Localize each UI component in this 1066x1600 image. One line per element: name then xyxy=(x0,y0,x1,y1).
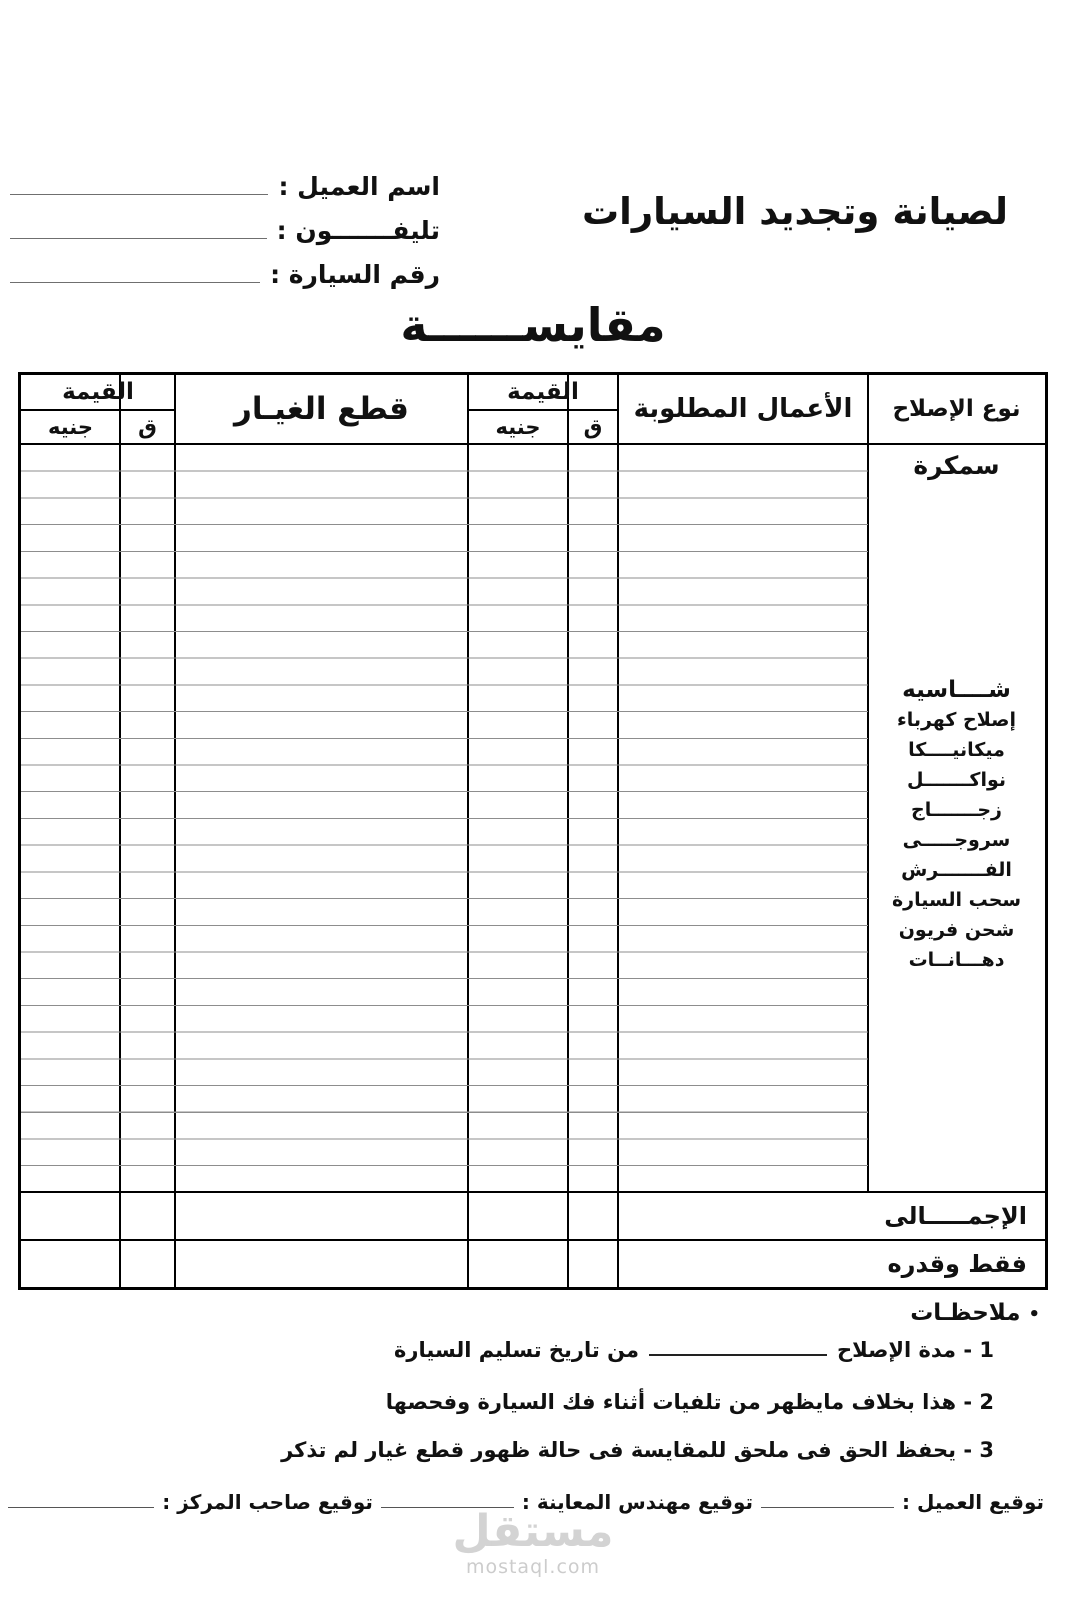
header-piasters-right: ق xyxy=(583,415,603,439)
repair-type-item: سحب السيارة xyxy=(891,889,1022,911)
car-number-field xyxy=(10,246,440,290)
watermark-logo: مستقل xyxy=(452,1506,614,1557)
car-number-fill-line xyxy=(10,282,260,283)
notes-title-text: ملاحظـات xyxy=(910,1300,1021,1326)
signatures-row xyxy=(8,1490,1044,1514)
repair-type-item: زجـــــــاج xyxy=(911,799,1002,821)
note-1-prefix: 1 - مدة الإصلاح xyxy=(836,1338,994,1362)
engineer-signature-line xyxy=(381,1507,514,1508)
customer-name-field xyxy=(10,158,440,202)
notes-title xyxy=(910,1300,1040,1326)
owner-signature-label: توقيع صاحب المركز : xyxy=(162,1490,373,1514)
watermark-domain: mostaql.com xyxy=(465,1556,601,1579)
customer-name-label: اسم العميل : xyxy=(278,172,440,201)
note-1-suffix: من تاريخ تسليم السيارة xyxy=(394,1338,639,1362)
repair-type-list xyxy=(868,675,1045,975)
repair-type-item: شحن فريون xyxy=(898,919,1015,941)
repair-type-item: الفـــــــرش xyxy=(901,859,1012,881)
form-title: مقايســــــة xyxy=(400,298,666,352)
header-required-works: الأعمال المطلوبة xyxy=(633,394,853,424)
header-value-left: القيمة xyxy=(62,379,134,405)
watermark xyxy=(453,1508,614,1578)
repair-type-item: نواكـــــــل xyxy=(906,769,1007,791)
bullet-icon: • xyxy=(1028,1304,1040,1325)
quotation-table xyxy=(18,372,1048,1290)
phone-label: تليفـــــــون : xyxy=(276,216,440,245)
repair-type-item: ميكانيــــكا xyxy=(908,739,1005,761)
customer-fields xyxy=(10,158,440,290)
repair-type-item: إصلاح كهرباء xyxy=(897,709,1017,731)
note-fill-line xyxy=(649,1354,827,1356)
total-row-label: الإجمـــــالى xyxy=(884,1202,1027,1230)
header-spare-parts: قطع الغيـار xyxy=(234,391,409,427)
header-piasters-left: ق xyxy=(138,415,157,439)
note-3-text: 3 - يحفظ الحق فى ملحق للمقايسة فى حالة ظهور قطع غيار لم تذكر xyxy=(281,1438,994,1462)
repair-type-bodywork: سمكرة xyxy=(913,451,1000,480)
header-pounds-left: جنيه xyxy=(48,415,94,439)
repair-type-item: شــــاسيه xyxy=(902,677,1011,703)
note-2-text: 2 - هذا بخلاف مايظهر من تلفيات أثناء فك السيارة وفحصها xyxy=(385,1390,994,1414)
phone-field xyxy=(10,202,440,246)
customer-signature-line xyxy=(761,1507,894,1508)
engineer-signature-label: توقيع مهندس المعاينة : xyxy=(521,1490,754,1514)
amount-words-label: فقط وقدره xyxy=(887,1250,1027,1278)
car-number-label: رقم السيارة : xyxy=(270,260,440,289)
header-repair-type: نوع الإصلاح xyxy=(892,396,1021,422)
header-value-right: القيمة xyxy=(507,379,579,405)
phone-fill-line xyxy=(10,238,267,239)
note-item-2 xyxy=(386,1390,994,1414)
owner-signature-line xyxy=(8,1507,154,1508)
ruled-rows-area xyxy=(21,445,868,1191)
header-pounds-right: جنيه xyxy=(495,415,541,439)
customer-name-fill-line xyxy=(10,194,268,195)
brand-title: لصيانة وتجديد السيارات xyxy=(581,190,1008,233)
repair-type-item: سروجـــــى xyxy=(902,829,1011,851)
note-item-3 xyxy=(281,1438,994,1462)
repair-type-item: دهـــانــات xyxy=(908,949,1005,971)
customer-signature-label: توقيع العميل : xyxy=(902,1490,1044,1514)
note-item-1 xyxy=(394,1338,994,1362)
